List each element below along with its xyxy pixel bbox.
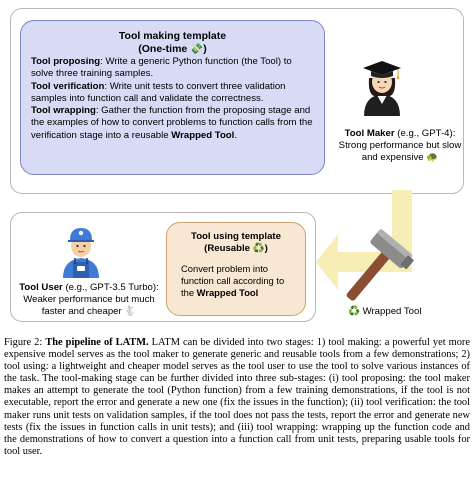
tool-using-template-box xyxy=(166,222,306,316)
tool-maker-caption xyxy=(336,128,464,164)
tool-proposing-step xyxy=(31,56,314,81)
tool-maker-description: Strong performance but slow and expensive 🐢 xyxy=(338,140,462,163)
period: . xyxy=(234,129,238,141)
tool-maker-label: Tool Maker xyxy=(344,128,395,139)
tool-using-template-body xyxy=(175,263,297,299)
tool-using-template-title: Tool using template xyxy=(191,231,281,242)
tool-making-template-subtitle: (One-time 💸) xyxy=(138,43,207,55)
wrapped-tool-label: ♻️ Wrapped Tool xyxy=(348,306,422,317)
wrapped-tool-bold: Wrapped Tool xyxy=(171,129,235,141)
caption-text: LATM can be divided into two stages: 1) tool making: a powerful yet more expensive model serves as the tool maker to generate generic and reusable tools from a few demonstrations; 2) tool using: a lightweight and cheaper model serves as the tool user to use the tool to solve various instances of the task. The tool-making stage can be further divided into three sub-stages: (i) tool proposing: the tool maker makes an attempt to generate the tool (Python function) from a few training demonstrations, if the tool is not executable, report the error and generate a new one (fix the issues in the function); (ii) tool verification: the tool maker runs unit tests on validation samples, if the tool does not pass the tests, report the error and generate new tests (fix the issues in function calls in unit tests); and (iii) tool wrapping: wrapping up the function code and the demonstrations of how to convert a question into a function call from unit tests, preparing usable tools for tool user. xyxy=(4,337,470,457)
tool-making-template-box xyxy=(20,20,325,175)
figure-caption xyxy=(4,337,470,458)
tool-user-description: Weaker performance but much faster and cheaper 🐇 xyxy=(23,294,155,317)
tool-using-template-subtitle: (Reusable ♻️) xyxy=(204,243,268,254)
tool-using-template-text: Convert problem into function call according to the xyxy=(181,263,285,298)
tool-wrapping-label: Tool wrapping xyxy=(31,105,96,117)
hammer-icon xyxy=(330,228,420,308)
tool-wrapping-text: : Gather the function from the proposing stage and the examples of how to convert problems to function calls from the verification stage into a reusable xyxy=(31,105,313,141)
caption-bold-title: The pipeline of LATM. xyxy=(45,337,149,348)
tool-using-wrapped-tool-bold: Wrapped Tool xyxy=(196,287,259,298)
tool-proposing-label: Tool proposing xyxy=(31,56,101,67)
tool-verification-step xyxy=(31,81,314,106)
tool-making-template-title: Tool making template xyxy=(118,30,227,42)
tool-verification-text: : Write unit tests to convert three validation samples into function call and validate the correctness. xyxy=(31,80,286,104)
tool-verification-label: Tool verification xyxy=(31,80,105,92)
tool-proposing-text: : Write a generic Python function (the Tool) to solve three training samples. xyxy=(31,56,292,80)
tool-wrapping-step xyxy=(31,105,314,142)
tool-user-mechanic-icon xyxy=(58,218,104,278)
tool-user-label: Tool User xyxy=(19,282,63,293)
tool-maker-model: (e.g., GPT-4): xyxy=(394,128,456,139)
tool-user-model: (e.g., GPT-3.5 Turbo): xyxy=(62,282,159,293)
tool-user-caption xyxy=(14,282,164,318)
figure-label: Figure 2: xyxy=(4,337,46,348)
tool-maker-graduate-icon xyxy=(360,56,404,116)
